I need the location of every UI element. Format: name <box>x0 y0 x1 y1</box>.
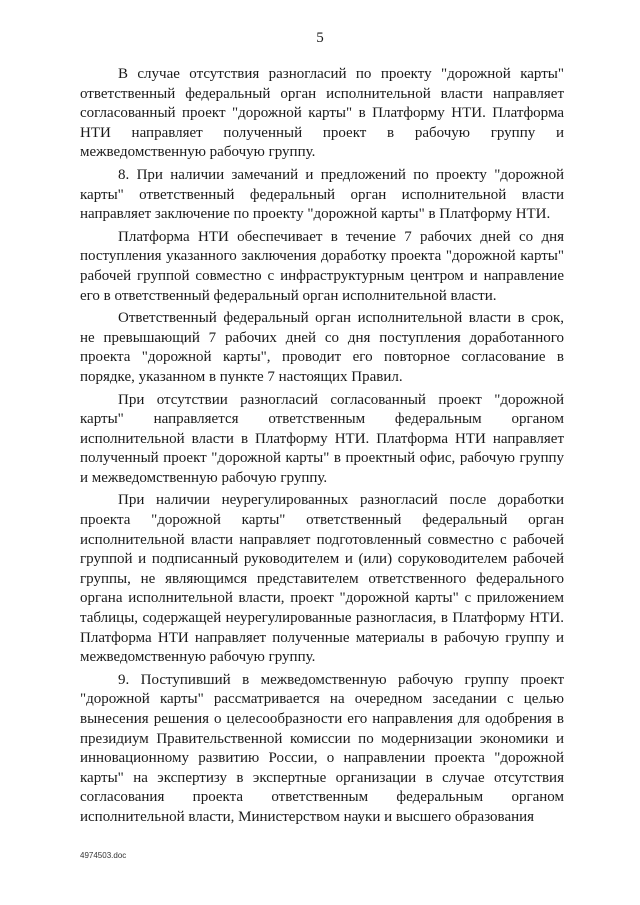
paragraph-item-8-remarks: 8. При наличии замечаний и предложений по проекту "дорожной карты" ответственный федеральный орган исполнительной власти направляет заключение по проекту "дорожной карты" в Платформу НТИ. <box>80 166 564 223</box>
paragraph-repeat-approval: Ответственный федеральный орган исполнительной власти в срок, не превышающий 7 рабочих дней со дня поступления доработанного проекта "дорожной карты", проводит его повторное согласование в порядке, указанном в пункте 7 настоящих Правил. <box>80 310 564 385</box>
paragraph-roadmap-no-disagreements: В случае отсутствия разногласий по проекту "дорожной карты" ответственный федеральный орган исполнительной власти направляет согласованный проект "дорожной карты" в Платформу НТИ. Платформа НТИ направляет полученный проект в рабочую группу и межведомственную рабочую группу. <box>80 66 564 161</box>
paragraph-item-9-review: 9. Поступивший в межведомственную рабочую группу проект "дорожной карты" рассматривается на очередном заседании с целью вынесения решения о целесообразности его направления для одобрения в президиум Правительственной комиссии по модернизации экономики и инновационному развитию России, о направлении проекта "дорожной карты" на экспертизу в экспертные организации в случае отсутствия согласования проекта ответственным федеральным органом исполнительной власти, Министерством науки и высшего образования <box>80 671 564 825</box>
paragraph-nti-platform-revision: Платформа НТИ обеспечивает в течение 7 рабочих дней со дня поступления указанного заключения доработку проекта "дорожной карты" рабочей группой совместно с инфраструктурным центром и направление его в ответственный федеральный орган исполнительной власти. <box>80 228 564 304</box>
paragraph-approved-project-routing: При отсутствии разногласий согласованный проект "дорожной карты" направляется ответственным федеральным органом исполнительной власти в Платформу НТИ. Платформа НТИ направляет полученный проект "дорожной карты" в проектный офис, рабочую группу и межведомственную рабочую группу. <box>80 391 564 486</box>
paragraph-unresolved-disagreements: При наличии неурегулированных разногласий после доработки проекта "дорожной карты" ответственный федеральный орган исполнительной власти направляет подготовленный совместно с рабочей группой и подписанный руководителем и (или) соруководителем рабочей группы, не являющимся представителем ответственного федерального органа исполнительной власти, проект "дорожной карты" с приложением таблицы, содержащей неурегулированные разногласия, в Платформу НТИ. Платформа НТИ направляет полученные материалы в рабочую группу и межведомственную рабочую группу. <box>80 492 564 666</box>
document-body <box>80 65 564 831</box>
page-number: 5 <box>316 30 324 46</box>
document-file-code: 4974503.doc <box>80 851 127 860</box>
